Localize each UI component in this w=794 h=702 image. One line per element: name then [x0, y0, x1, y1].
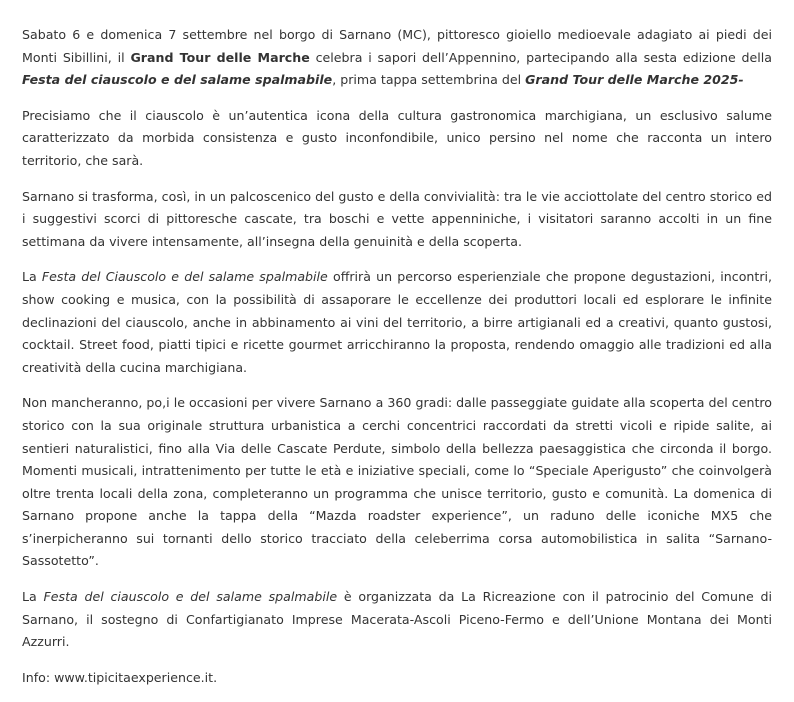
intro-text-2: celebra i sapori dell’Appennino, partecipando alla sesta edizione della: [309, 49, 772, 65]
organizer-festa-name: Festa del ciauscolo e del salame spalmabile: [43, 589, 338, 605]
intro-text-3: , prima tappa settembrina del: [332, 72, 526, 88]
grand-tour-title: Grand Tour delle Marche: [130, 49, 310, 65]
festa-text-2: offrirà un percorso esperienziale che propone degustazioni, incontri, show cooking e musica, con la possibilità di assaporare le eccellenze dei produttori locali ed esplorare le infinite declinazioni del ciauscolo, anche in abbinamento ai vini del territorio, a birre artigianali ed a creativi, quanto gustosi, cocktail. Street food, piatti tipici e ricette gourmet arricchiranno la proposta, rendendo omaggio alle tradizioni ed alla creatività della cucina marchigiana.: [22, 269, 772, 375]
organizer-text-1: La: [22, 589, 44, 605]
paragraph-intro: [22, 24, 772, 92]
paragraph-organizer: [22, 586, 772, 654]
organizer-text-2: è organizzata da La Ricreazione con il patrocinio del Comune di Sarnano, il sostegno di Confartigianato Imprese Macerata-Ascoli Piceno-Fermo e dell’Unione Montana dei Monti Azzurri.: [22, 589, 772, 650]
paragraph-ciauscolo: Precisiamo che il ciauscolo è un’autentica icona della cultura gastronomica marchigiana, un esclusivo salume caratterizzato da morbida consistenza e gusto inconfondibile, unico persino nel nome che racconta un intero territorio, che sarà.: [22, 107, 772, 168]
festa-text-1: La: [22, 269, 42, 285]
info-line: Info: www.tipicitaexperience.it.: [22, 669, 218, 685]
paragraph-sarnano: Sarnano si trasforma, così, in un palcoscenico del gusto e della convivialità: tra le vie acciottolate del centro storico ed i suggestivi scorci di pittoresche cascate, tra boschi e vette appenniniche, i visitatori saranno accolti in un fine settimana da vivere intensamente, all’insegna della genuinità e della scoperta.: [22, 188, 772, 249]
intro-text-1: Sabato 6 e domenica 7 settembre nel borgo di Sarnano (MC), pittoresco gioiello medioevale adagiato ai piedi dei Monti Sibillini, il: [22, 27, 772, 65]
paragraph-festa: [22, 266, 772, 379]
article-body: [22, 24, 772, 702]
festa-name: Festa del Ciauscolo e del salame spalmabile: [41, 269, 328, 285]
festival-name: Festa del ciauscolo e del salame spalmabile: [22, 72, 333, 88]
paragraph-events: Non mancheranno, po,i le occasioni per vivere Sarnano a 360 gradi: dalle passeggiate guidate alla scoperta del centro storico con la sua originale struttura urbanistica a cerchi concentrici raccordati da stretti vicoli e ripide salite, ai sentieri naturalistici, fino alla Via delle Cascate Perdute, simbolo della bellezza paesaggistica che circonda il borgo. Momenti musicali, intrattenimento per tutte le età e iniziative speciali, come lo “Speciale Aperigusto” che coinvolgerà oltre trenta locali della zona, completeranno un programma che unisce territorio, gusto e comunità. La domenica di Sarnano propone anche la tappa della “Mazda roadster experience”, un raduno delle iconiche MX5 che s’inerpicheranno sui tornanti dello storico tracciato della celeberrima corsa automobilistica in salita “Sarnano-Sassotetto”.: [22, 395, 772, 569]
grand-tour-2025: Grand Tour delle Marche 2025-: [525, 72, 744, 88]
